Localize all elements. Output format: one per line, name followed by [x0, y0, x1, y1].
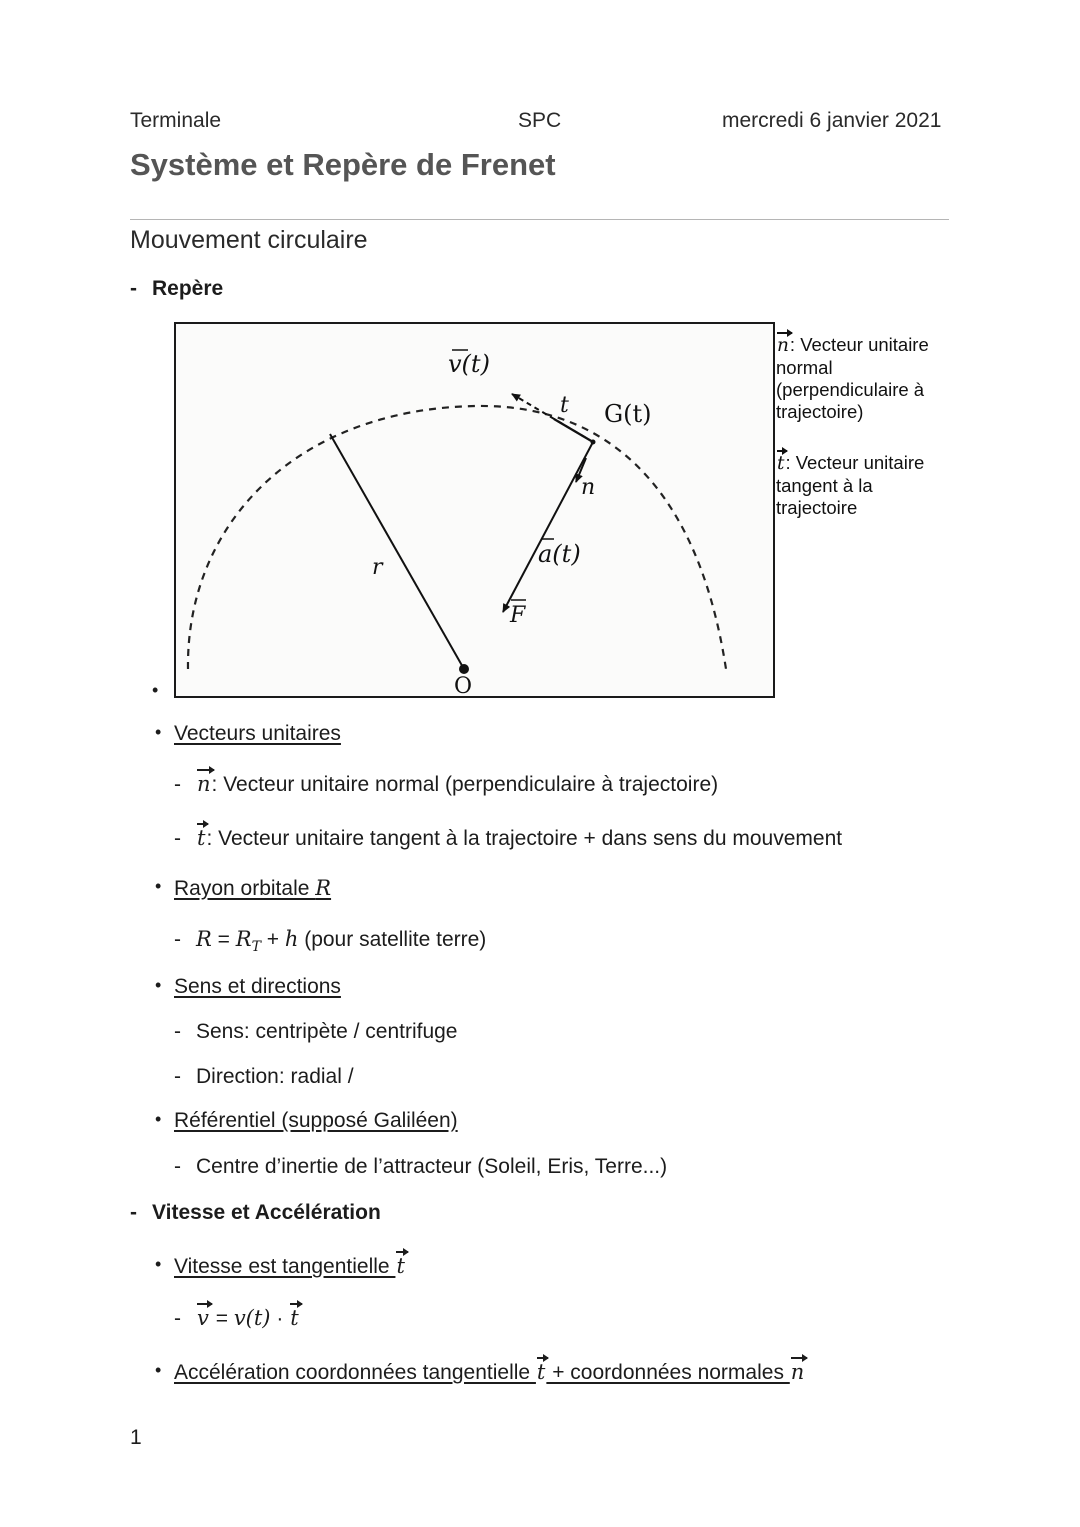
list-item: - n: Vecteur unitaire normal (perpendiculaire à trajectoire) — [174, 772, 719, 796]
rayon-formula: - $R = R_T + h$ (pour satellite terre) — [174, 927, 487, 956]
label-g: G(t) — [604, 400, 652, 428]
sens-label: Sens et directions — [174, 975, 341, 998]
section-title: Mouvement circulaire — [130, 226, 368, 254]
page-title: Système et Repère de Frenet — [130, 147, 556, 182]
label-v: v(t) — [448, 350, 490, 378]
bullet-rayon: • Rayon orbitale R — [155, 876, 332, 900]
label-r: r — [372, 555, 383, 580]
list-item: - Centre d’inertie de l’attracteur (Soleil, Eris, Terre...) — [174, 1155, 668, 1178]
side-note-tangent-text: : Vecteur unitaire tangent à la trajectoire — [776, 452, 925, 518]
divider — [130, 219, 949, 220]
bullet-vitesse: • Vitesse est tangentielle t — [155, 1254, 405, 1278]
label-n: n — [581, 475, 596, 500]
vitesse-formula: - v = v(t) · t — [174, 1306, 299, 1330]
list-item: - Sens: centripète / centrifuge — [174, 1020, 458, 1043]
bullet-sens: • Sens et directions — [155, 975, 341, 998]
rayon-label: Rayon orbitale R — [174, 876, 332, 900]
page-number: 1 — [130, 1426, 142, 1449]
list-item: - t: Vecteur unitaire tangent à la trajectoire + dans sens du mouvement — [174, 826, 843, 850]
trajectory-arc — [188, 406, 726, 669]
label-a: a(t) — [538, 540, 581, 568]
side-note-normal — [776, 334, 951, 423]
side-note-normal-text: : Vecteur unitaire normal (perpendiculaire à trajectoire) — [776, 334, 929, 422]
header-course: SPC — [518, 109, 562, 132]
label-f: F — [510, 603, 526, 628]
referentiel-label: Référentiel (supposé Galiléen) — [174, 1109, 458, 1132]
vitesse-label: Vitesse est tangentielle t — [174, 1254, 405, 1278]
radius-line — [330, 434, 464, 669]
list-item: - Direction: radial / — [174, 1065, 354, 1088]
label-o: O — [454, 674, 473, 696]
header-subject-level: Terminale — [130, 109, 222, 132]
acceleration-label: Accélération coordonnées tangentielle t + coordonnées normales n — [174, 1360, 805, 1384]
frenet-diagram-svg — [176, 324, 773, 696]
tangent-text: : Vecteur unitaire tangent à la trajectoire + dans sens du mouvement — [206, 827, 843, 850]
frenet-diagram — [174, 322, 775, 698]
heading-repere: - Repère — [130, 277, 224, 300]
bullet-vecteurs-unitaires: • Vecteurs unitaires — [155, 722, 341, 745]
acceleration-vector — [503, 442, 596, 612]
bullet-referentiel: • Référentiel (supposé Galiléen) — [155, 1109, 458, 1132]
side-note-normal-symbol: n — [777, 335, 789, 356]
center-point — [459, 664, 469, 674]
empty-bullet: • — [152, 680, 159, 700]
normal-symbol: n — [197, 772, 211, 796]
side-note-tangent-symbol: t — [777, 453, 785, 474]
bullet-acceleration: • Accélération coordonnées tangentielle t + coordonnées normales n — [155, 1360, 805, 1384]
vecteurs-unitaires-label: Vecteurs unitaires — [174, 722, 341, 745]
label-t: t — [560, 393, 569, 418]
tangent-symbol: t — [197, 826, 206, 850]
normal-text: : Vecteur unitaire normal (perpendiculaire à trajectoire) — [211, 773, 719, 796]
heading-vitesse-acceleration: - Vitesse et Accélération — [130, 1201, 381, 1224]
header-date: mercredi 6 janvier 2021 — [722, 109, 942, 132]
heading-repere-text: Repère — [152, 277, 224, 300]
side-note-tangent — [776, 452, 951, 519]
